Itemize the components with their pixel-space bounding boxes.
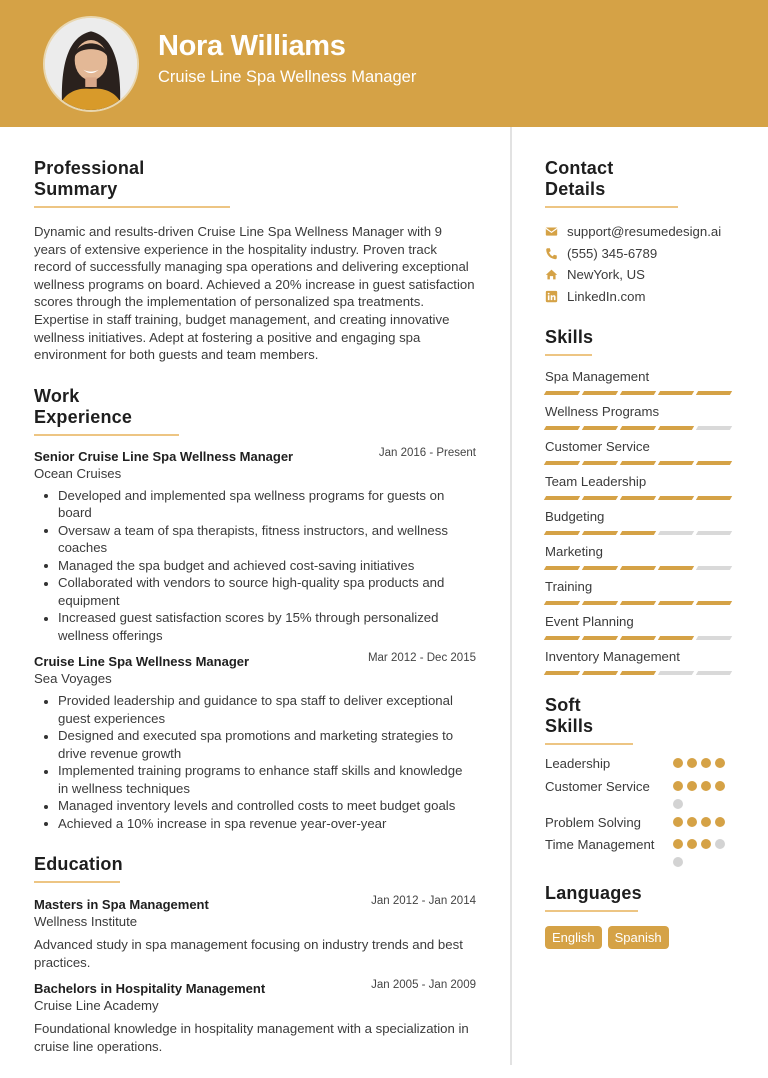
skill-level-bar xyxy=(545,496,735,500)
skills-section xyxy=(545,327,735,675)
skill-item xyxy=(545,578,735,605)
contact-linkedin[interactable] xyxy=(545,286,735,308)
skill-level-bar xyxy=(545,531,735,535)
skill-name: Spa Management xyxy=(545,369,650,384)
soft-skill-rating xyxy=(673,755,735,773)
skill-segment xyxy=(544,426,580,430)
job-bullets xyxy=(34,692,476,832)
rating-dot xyxy=(673,781,683,791)
section-heading: Skills xyxy=(545,327,592,356)
bullet-item: Developed and implemented spa wellness programs for guests on board xyxy=(34,487,476,522)
section-heading: Professional Summary xyxy=(34,158,230,208)
skill-name: Training xyxy=(545,579,593,594)
job-title: Senior Cruise Line Spa Wellness Manager xyxy=(34,448,294,464)
bullet-item: Provided leadership and guidance to spa staff to deliver exceptional guest experiences xyxy=(34,692,476,727)
skill-name: Budgeting xyxy=(545,509,605,524)
education-dates: Jan 2012 - Jan 2014 xyxy=(371,895,476,908)
skill-segment xyxy=(620,671,656,675)
bullet-item: Collaborated with vendors to source high-quality spa products and equipment xyxy=(34,574,476,609)
skill-segment xyxy=(582,461,618,465)
skill-segment xyxy=(620,531,656,535)
candidate-name: Nora Williams xyxy=(158,30,346,62)
rating-dot xyxy=(701,758,711,768)
skill-segment xyxy=(658,496,694,500)
candidate-title: Cruise Line Spa Wellness Manager xyxy=(158,68,417,86)
skill-level-bar xyxy=(545,426,735,430)
envelope-icon xyxy=(545,225,558,238)
phone-icon xyxy=(545,247,558,260)
soft-skill-name: Problem Solving xyxy=(545,814,642,830)
rating-dot xyxy=(715,817,725,827)
languages-section xyxy=(545,883,735,949)
skill-segment xyxy=(658,391,694,395)
linkedin-icon xyxy=(545,290,558,303)
rating-dot xyxy=(715,839,725,849)
skill-segment xyxy=(544,671,580,675)
skill-segment xyxy=(658,636,694,640)
skill-segment xyxy=(658,601,694,605)
skill-item xyxy=(545,648,735,675)
soft-skill-item xyxy=(545,778,735,809)
skill-segment xyxy=(582,391,618,395)
skill-item xyxy=(545,613,735,640)
soft-skill-name: Customer Service xyxy=(545,778,650,794)
resume-header xyxy=(0,0,768,127)
job-entry xyxy=(34,446,476,645)
job-dates: Jan 2016 - Present xyxy=(378,446,476,459)
skill-level-bar xyxy=(545,601,735,605)
skill-segment xyxy=(696,566,732,570)
languages-list xyxy=(545,926,735,949)
skill-segment xyxy=(696,531,732,535)
bullet-item: Managed inventory levels and controlled costs to meet budget goals xyxy=(34,797,476,815)
education-description: Advanced study in spa management focusing on industry trends and best practices. xyxy=(34,937,463,970)
skill-segment xyxy=(620,636,656,640)
contact-location-text: NewYork, US xyxy=(567,267,645,283)
skill-segment xyxy=(696,671,732,675)
section-heading: Education xyxy=(34,854,120,883)
language-tag: English xyxy=(545,926,602,949)
soft-skills-section xyxy=(545,695,735,867)
section-heading: Languages xyxy=(545,883,638,912)
degree: Bachelors in Hospitality Management xyxy=(34,981,266,997)
skill-level-bar xyxy=(545,566,735,570)
soft-skill-item xyxy=(545,814,735,832)
skill-segment xyxy=(696,391,732,395)
contact-phone-text: (555) 345-6789 xyxy=(567,245,658,261)
school: Wellness Institute xyxy=(34,914,138,930)
skill-level-bar xyxy=(545,461,735,465)
skill-segment xyxy=(582,426,618,430)
contact-email[interactable] xyxy=(545,221,735,243)
soft-skill-name: Time Management xyxy=(545,837,655,852)
skill-segment xyxy=(696,601,732,605)
skill-segment xyxy=(658,426,694,430)
skill-segment xyxy=(582,636,618,640)
home-icon xyxy=(545,268,558,281)
skill-segment xyxy=(544,566,580,570)
job-title: Cruise Line Spa Wellness Manager xyxy=(34,654,250,670)
summary-text: Dynamic and results-driven Cruise Line Spa Wellness Manager with 9 years of extensive experience in the hospitality industry. Proven track record of successfully managing spa operations and delivering exceptional wellness programs on board. Achieved a 20% increase in guest satisfaction scores through the implementation of personalized spa treatments. Expertise in staff training, budget management, and creating innovative wellness initiatives. Adept at fostering a positive and engaging spa environment for both guests and team members. xyxy=(34,224,475,363)
rating-dot xyxy=(673,799,683,809)
skill-segment xyxy=(696,461,732,465)
job-company: Ocean Cruises xyxy=(34,465,122,481)
skill-level-bar xyxy=(545,636,735,640)
rating-dot xyxy=(701,839,711,849)
avatar xyxy=(43,16,139,112)
bullet-item: Implemented training programs to enhance staff skills and knowledge in wellness techniques xyxy=(34,762,476,797)
bullet-item: Increased guest satisfaction scores by 15% through personalized wellness offerings xyxy=(34,609,476,644)
skill-name: Team Leadership xyxy=(545,474,647,489)
soft-skill-rating xyxy=(673,778,735,809)
rating-dot xyxy=(701,781,711,791)
column-divider xyxy=(510,127,512,1065)
skill-segment xyxy=(544,496,580,500)
experience-section xyxy=(34,386,476,833)
bullet-item: Managed the spa budget and achieved cost-saving initiatives xyxy=(34,557,476,575)
education-entry xyxy=(34,897,476,971)
skill-segment xyxy=(658,566,694,570)
skill-segment xyxy=(582,566,618,570)
bullet-item: Achieved a 10% increase in spa revenue year-over-year xyxy=(34,815,476,833)
skill-name: Inventory Management xyxy=(545,649,680,664)
skill-segment xyxy=(658,461,694,465)
skill-name: Customer Service xyxy=(545,439,650,454)
section-heading: Contact Details xyxy=(545,158,678,208)
rating-dot xyxy=(673,857,683,867)
skill-segment xyxy=(620,426,656,430)
rating-dot xyxy=(687,839,697,849)
skill-segment xyxy=(582,531,618,535)
contact-location xyxy=(545,264,735,286)
skills-list xyxy=(545,368,735,675)
skill-item xyxy=(545,508,735,535)
skill-segment xyxy=(620,391,656,395)
rating-dot xyxy=(687,758,697,768)
skill-item xyxy=(545,368,735,395)
contact-section xyxy=(545,158,735,307)
education-section xyxy=(34,854,476,1055)
skill-segment xyxy=(544,531,580,535)
degree: Masters in Spa Management xyxy=(34,897,209,913)
skill-segment xyxy=(544,391,580,395)
rating-dot xyxy=(701,817,711,827)
job-bullets xyxy=(34,487,476,645)
rating-dot xyxy=(673,839,683,849)
soft-skill-item xyxy=(545,836,735,867)
section-heading: Work Experience xyxy=(34,386,179,436)
education-description: Foundational knowledge in hospitality management with a specialization in cruise line operations. xyxy=(34,1021,469,1054)
skill-segment xyxy=(582,671,618,675)
skill-item xyxy=(545,403,735,430)
job-dates: Mar 2012 - Dec 2015 xyxy=(367,652,476,665)
contact-email-text: support@resumedesign.ai xyxy=(567,224,722,240)
skill-segment xyxy=(696,496,732,500)
rating-dot xyxy=(715,758,725,768)
skill-item xyxy=(545,438,735,465)
contact-phone[interactable] xyxy=(545,243,735,265)
language-tag: Spanish xyxy=(608,926,669,949)
soft-skills-list xyxy=(545,755,735,867)
job-company: Sea Voyages xyxy=(34,671,112,687)
rating-dot xyxy=(715,781,725,791)
sidebar-column xyxy=(545,158,735,949)
soft-skill-name: Leadership xyxy=(545,756,611,771)
soft-skill-rating xyxy=(673,814,735,832)
skill-segment xyxy=(582,601,618,605)
skill-level-bar xyxy=(545,671,735,675)
skill-item xyxy=(545,543,735,570)
skill-segment xyxy=(658,671,694,675)
bullet-item: Oversaw a team of spa therapists, fitness instructors, and wellness coaches xyxy=(34,522,476,557)
skill-segment xyxy=(696,426,732,430)
skill-segment xyxy=(658,531,694,535)
skill-segment xyxy=(620,601,656,605)
skill-level-bar xyxy=(545,391,735,395)
education-entry xyxy=(34,981,476,1055)
contact-linkedin-text: LinkedIn.com xyxy=(567,288,646,304)
rating-dot xyxy=(673,817,683,827)
skill-segment xyxy=(620,496,656,500)
skill-segment xyxy=(620,461,656,465)
summary-section xyxy=(34,158,476,364)
school: Cruise Line Academy xyxy=(34,998,159,1014)
education-dates: Jan 2005 - Jan 2009 xyxy=(371,979,476,992)
section-heading: Soft Skills xyxy=(545,695,633,745)
rating-dot xyxy=(687,781,697,791)
rating-dot xyxy=(673,758,683,768)
skill-name: Wellness Programs xyxy=(545,404,660,419)
profile-photo-icon xyxy=(45,18,137,110)
skill-name: Event Planning xyxy=(545,614,634,629)
skill-segment xyxy=(544,461,580,465)
skill-segment xyxy=(620,566,656,570)
skill-name: Marketing xyxy=(545,544,603,559)
main-column xyxy=(34,158,476,1055)
skill-item xyxy=(545,473,735,500)
rating-dot xyxy=(687,817,697,827)
bullet-item: Designed and executed spa promotions and marketing strategies to drive revenue growth xyxy=(34,727,476,762)
skill-segment xyxy=(696,636,732,640)
soft-skill-rating xyxy=(673,836,735,867)
job-entry xyxy=(34,654,476,832)
skill-segment xyxy=(582,496,618,500)
skill-segment xyxy=(544,601,580,605)
skill-segment xyxy=(544,636,580,640)
soft-skill-item xyxy=(545,755,735,773)
